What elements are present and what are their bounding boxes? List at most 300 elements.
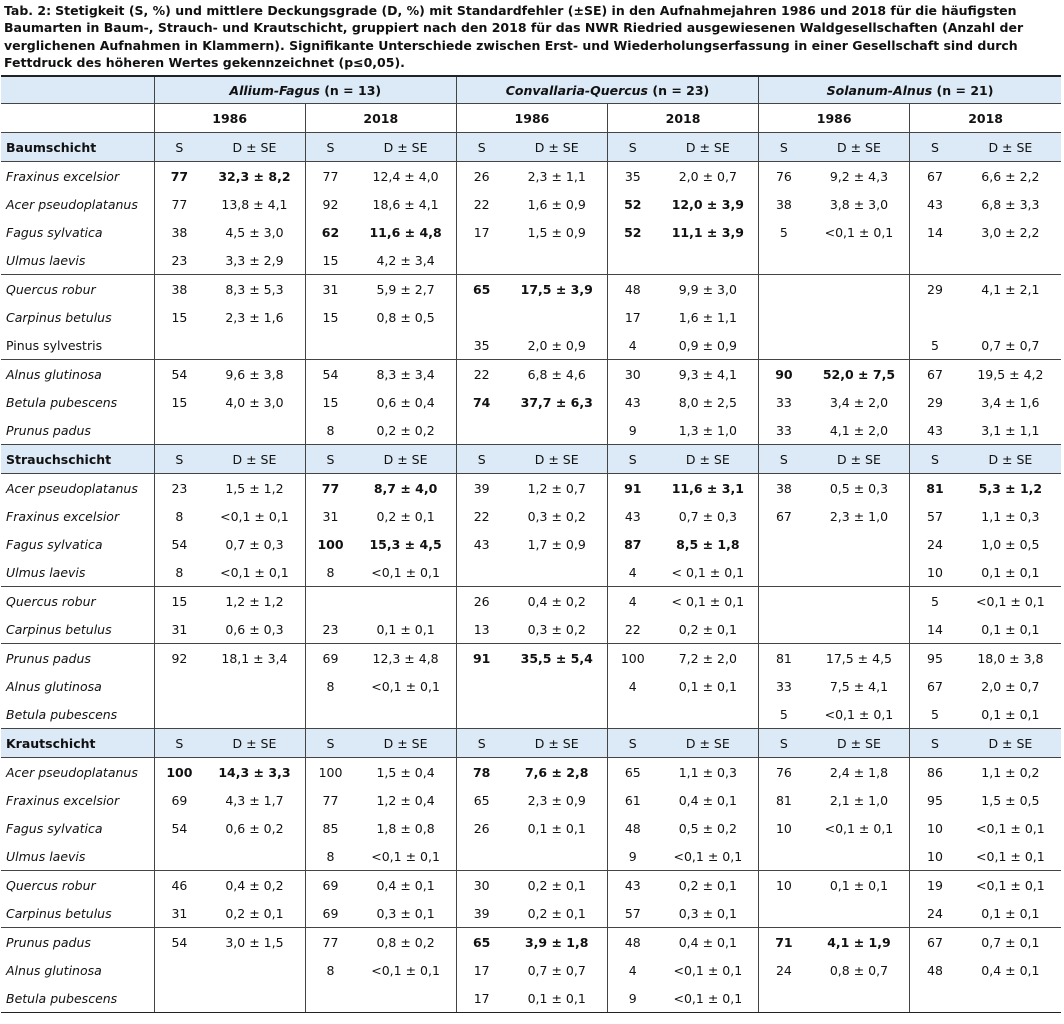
column-header-d-se: D ± SE: [506, 445, 607, 474]
cell-deckung: <0,1 ± 0,1: [220, 508, 289, 524]
column-header-d-se: D ± SE: [204, 445, 305, 474]
table-row: [1, 758, 1061, 787]
cell-deckung: [204, 984, 305, 1013]
cell-stetigkeit: 8: [305, 956, 355, 984]
cell-deckung: 0,7 ± 0,7: [981, 337, 1040, 353]
species-name: Fraxinus excelsior: [6, 792, 120, 808]
column-header-s: S: [154, 133, 204, 162]
cell-stetigkeit: 4: [608, 956, 658, 984]
cell-deckung: 0,1 ± 0,1: [809, 871, 910, 900]
cell-stetigkeit: 38: [759, 474, 809, 503]
cell-deckung: 7,5 ± 4,1: [829, 678, 889, 694]
column-header-d-se: D ± SE: [809, 729, 910, 758]
cell-deckung: 11,1 ± 3,9: [671, 224, 744, 240]
cell-deckung: 0,3 ± 0,2: [527, 621, 586, 637]
cell-deckung: [960, 984, 1061, 1013]
cell-stetigkeit: 33: [759, 672, 809, 700]
cell-deckung: [204, 842, 305, 871]
cell-stetigkeit: [456, 303, 506, 331]
cell-deckung: 0,2 ± 0,1: [506, 871, 607, 900]
column-header-d-se: D ± SE: [355, 133, 456, 162]
cell-stetigkeit: [759, 615, 809, 644]
species-name: Prunus padus: [6, 422, 91, 438]
species-name: Carpinus betulus: [6, 309, 112, 325]
table-row: [1, 672, 1061, 700]
cell-deckung: 3,1 ± 1,1: [981, 422, 1040, 438]
cell-stetigkeit: 100: [608, 644, 658, 673]
cell-deckung: 15,3 ± 4,5: [369, 536, 442, 552]
cell-deckung: 0,1 ± 0,1: [981, 564, 1040, 580]
cell-deckung: 2,4 ± 1,8: [829, 764, 889, 780]
table-row: [1, 842, 1061, 871]
cell-stetigkeit: 92: [154, 644, 204, 673]
cell-stetigkeit: 95: [910, 786, 960, 814]
cell-stetigkeit: 38: [759, 190, 809, 218]
cell-stetigkeit: 17: [456, 218, 506, 246]
cell-deckung: 6,6 ± 2,2: [981, 168, 1040, 184]
cell-deckung: 9,2 ± 4,3: [829, 168, 889, 184]
cell-stetigkeit: 15: [305, 303, 355, 331]
table-body: [1, 133, 1061, 1013]
species-name: Fagus sylvatica: [6, 224, 103, 240]
cell-deckung: [960, 303, 1061, 331]
cell-deckung: 0,1 ± 0,1: [981, 905, 1040, 921]
table-row: [1, 530, 1061, 558]
year-header: 1986: [456, 104, 607, 133]
cell-stetigkeit: [456, 700, 506, 729]
cell-stetigkeit: 43: [910, 190, 960, 218]
table-row: [1, 388, 1061, 416]
species-name: Ulmus laevis: [6, 848, 86, 864]
cell-stetigkeit: 8: [305, 672, 355, 700]
cell-deckung: 1,8 ± 0,8: [376, 820, 435, 836]
cell-deckung: 0,8 ± 0,7: [829, 962, 889, 978]
cell-deckung: 2,3 ± 0,9: [527, 792, 586, 808]
cell-stetigkeit: 67: [759, 502, 809, 530]
cell-stetigkeit: 29: [910, 388, 960, 416]
cell-stetigkeit: 39: [456, 899, 506, 928]
caption-label: Tab. 2:: [4, 3, 52, 18]
cell-deckung: 0,4 ± 0,1: [658, 928, 759, 957]
cell-deckung: <0,1 ± 0,1: [976, 848, 1045, 864]
cell-stetigkeit: 31: [154, 615, 204, 644]
cell-deckung: 13,8 ± 4,1: [221, 196, 288, 212]
corner-cell: [1, 76, 154, 104]
cell-stetigkeit: [305, 331, 355, 360]
cell-deckung: 0,4 ± 0,1: [678, 792, 737, 808]
cell-deckung: 2,0 ± 0,7: [678, 168, 737, 184]
cell-stetigkeit: 78: [456, 758, 506, 787]
table-row: [1, 928, 1061, 957]
cell-deckung: 11,6 ± 3,1: [671, 480, 744, 496]
cell-deckung: 0,4 ± 0,2: [204, 871, 305, 900]
year-header-row: [1, 104, 1061, 133]
species-name: Pinus sylvestris: [6, 337, 103, 353]
cell-stetigkeit: 54: [154, 360, 204, 389]
cell-deckung: [355, 587, 456, 616]
cell-stetigkeit: 23: [305, 615, 355, 644]
column-header-d-se: D ± SE: [506, 729, 607, 758]
cell-stetigkeit: 24: [759, 956, 809, 984]
column-header-d-se: D ± SE: [960, 133, 1061, 162]
column-header-d-se: D ± SE: [355, 445, 456, 474]
cell-deckung: 0,3 ± 0,2: [527, 508, 586, 524]
cell-stetigkeit: 5: [759, 218, 809, 246]
column-header-s: S: [910, 729, 960, 758]
cell-deckung: [809, 587, 910, 616]
cell-deckung: 17,5 ± 4,5: [809, 644, 910, 673]
data-table: [1, 75, 1061, 1013]
cell-deckung: 1,1 ± 0,2: [981, 764, 1040, 780]
species-name: Ulmus laevis: [6, 564, 86, 580]
cell-deckung: 52,0 ± 7,5: [809, 360, 910, 389]
cell-stetigkeit: 90: [759, 360, 809, 389]
column-header-d-se: D ± SE: [658, 133, 759, 162]
cell-stetigkeit: [154, 984, 204, 1013]
cell-stetigkeit: 8: [154, 502, 204, 530]
table-row: [1, 246, 1061, 275]
cell-deckung: <0,1 ± 0,1: [658, 984, 759, 1013]
cell-deckung: 0,1 ± 0,1: [527, 820, 586, 836]
cell-stetigkeit: 31: [305, 275, 355, 304]
cell-stetigkeit: [759, 899, 809, 928]
cell-deckung: 0,8 ± 0,2: [355, 928, 456, 957]
cell-stetigkeit: 35: [608, 162, 658, 191]
species-name: Betula pubescens: [6, 706, 118, 722]
cell-deckung: [204, 331, 305, 360]
cell-stetigkeit: 77: [305, 786, 355, 814]
cell-deckung: < 0,1 ± 0,1: [671, 564, 745, 580]
cell-deckung: <0,1 ± 0,1: [673, 848, 743, 864]
cell-deckung: [809, 275, 910, 304]
species-name: Betula pubescens: [6, 394, 118, 410]
cell-deckung: 9,6 ± 3,8: [204, 360, 305, 389]
group-header-allium-fagus: Allium-Fagus (n = 13): [154, 76, 456, 104]
cell-deckung: 17,5 ± 3,9: [506, 275, 607, 304]
cell-deckung: 8,0 ± 2,5: [678, 394, 737, 410]
cell-stetigkeit: 65: [456, 275, 506, 304]
cell-stetigkeit: 17: [608, 303, 658, 331]
cell-deckung: 2,0 ± 0,9: [527, 337, 586, 353]
cell-deckung: 0,7 ± 0,7: [527, 962, 586, 978]
cell-stetigkeit: 15: [154, 303, 204, 331]
year-header: 2018: [608, 104, 759, 133]
cell-deckung: 0,7 ± 0,3: [678, 508, 737, 524]
cell-deckung: 2,3 ± 1,1: [527, 168, 586, 184]
cell-deckung: 1,5 ± 0,4: [376, 764, 435, 780]
cell-deckung: 2,0 ± 0,7: [981, 678, 1040, 694]
cell-stetigkeit: [305, 587, 355, 616]
cell-deckung: <0,1 ± 0,1: [960, 587, 1061, 616]
cell-deckung: [506, 246, 607, 275]
cell-deckung: [809, 303, 910, 331]
species-name: Betula pubescens: [1, 984, 154, 1013]
cell-deckung: 4,2 ± 3,4: [376, 252, 435, 268]
cell-stetigkeit: 23: [154, 246, 204, 275]
cell-deckung: 0,3 ± 0,1: [376, 905, 435, 921]
cell-deckung: [809, 842, 910, 871]
group-header-row: [1, 76, 1061, 104]
cell-deckung: <0,1 ± 0,1: [976, 820, 1045, 836]
table-row: [1, 474, 1061, 503]
column-header-s: S: [608, 445, 658, 474]
cell-deckung: 3,4 ± 2,0: [829, 394, 889, 410]
section-header-row: [1, 133, 1061, 162]
table-row: [1, 984, 1061, 1013]
cell-stetigkeit: 30: [608, 360, 658, 389]
cell-deckung: [355, 984, 456, 1013]
cell-stetigkeit: 46: [154, 871, 204, 900]
cell-deckung: [809, 984, 910, 1013]
section-header-row: [1, 729, 1061, 758]
table-row: [1, 162, 1061, 191]
cell-stetigkeit: 24: [910, 530, 960, 558]
species-name: Acer pseudoplatanus: [6, 764, 138, 780]
cell-stetigkeit: 81: [910, 474, 960, 503]
cell-deckung: 0,4 ± 0,1: [355, 871, 456, 900]
cell-deckung: 2,3 ± 1,6: [225, 309, 284, 325]
cell-deckung: 6,8 ± 4,6: [506, 360, 607, 389]
cell-stetigkeit: 8: [305, 842, 355, 871]
cell-deckung: <0,1 ± 0,1: [371, 848, 440, 864]
cell-stetigkeit: [759, 303, 809, 331]
section-title: Krautschicht: [1, 729, 154, 758]
cell-deckung: 0,7 ± 0,3: [225, 536, 284, 552]
cell-deckung: 0,2 ± 0,1: [658, 871, 759, 900]
table-row: [1, 899, 1061, 928]
species-name: Acer pseudoplatanus: [6, 196, 138, 212]
cell-stetigkeit: 15: [305, 388, 355, 416]
cell-deckung: 0,1 ± 0,1: [981, 621, 1040, 637]
cell-deckung: 19,5 ± 4,2: [960, 360, 1061, 389]
cell-deckung: 0,2 ± 0,1: [678, 621, 737, 637]
cell-stetigkeit: 48: [910, 956, 960, 984]
table-row: [1, 190, 1061, 218]
cell-deckung: 1,2 ± 0,4: [376, 792, 435, 808]
column-header-s: S: [910, 445, 960, 474]
cell-stetigkeit: [456, 246, 506, 275]
table-row: [1, 587, 1061, 616]
column-header-d-se: D ± SE: [204, 729, 305, 758]
cell-deckung: 12,3 ± 4,8: [355, 644, 456, 673]
column-header-s: S: [154, 729, 204, 758]
cell-stetigkeit: [759, 842, 809, 871]
cell-deckung: <0,1 ± 0,1: [371, 564, 440, 580]
cell-deckung: 7,6 ± 2,8: [524, 764, 589, 780]
cell-stetigkeit: 5: [910, 331, 960, 360]
cell-deckung: [809, 246, 910, 275]
cell-deckung: 5,3 ± 1,2: [978, 480, 1043, 496]
cell-deckung: 3,9 ± 1,8: [506, 928, 607, 957]
cell-deckung: [809, 899, 910, 928]
cell-deckung: [658, 246, 759, 275]
cell-stetigkeit: [305, 700, 355, 729]
cell-deckung: [355, 331, 456, 360]
column-header-d-se: D ± SE: [658, 729, 759, 758]
cell-stetigkeit: 24: [910, 899, 960, 928]
cell-deckung: <0,1 ± 0,1: [220, 564, 289, 580]
cell-stetigkeit: 43: [608, 388, 658, 416]
cell-deckung: 1,1 ± 0,3: [981, 508, 1040, 524]
cell-deckung: < 0,1 ± 0,1: [658, 587, 759, 616]
cell-stetigkeit: 15: [305, 246, 355, 275]
cell-stetigkeit: 52: [608, 190, 658, 218]
cell-stetigkeit: 17: [456, 984, 506, 1013]
cell-deckung: 4,5 ± 3,0: [225, 224, 284, 240]
cell-stetigkeit: 26: [456, 587, 506, 616]
cell-deckung: [506, 303, 607, 331]
cell-stetigkeit: 19: [910, 871, 960, 900]
cell-stetigkeit: 4: [608, 558, 658, 587]
species-name: Fraxinus excelsior: [6, 508, 120, 524]
cell-deckung: <0,1 ± 0,1: [960, 871, 1061, 900]
column-header-d-se: D ± SE: [960, 729, 1061, 758]
column-header-s: S: [456, 133, 506, 162]
cell-stetigkeit: 77: [154, 162, 204, 191]
cell-stetigkeit: 54: [154, 530, 204, 558]
cell-stetigkeit: 35: [456, 331, 506, 360]
cell-stetigkeit: [608, 246, 658, 275]
cell-stetigkeit: 69: [305, 899, 355, 928]
cell-stetigkeit: 39: [456, 474, 506, 503]
species-name: Carpinus betulus: [6, 621, 112, 637]
table-row: [1, 303, 1061, 331]
cell-stetigkeit: 22: [456, 502, 506, 530]
cell-deckung: 7,2 ± 2,0: [658, 644, 759, 673]
cell-stetigkeit: [456, 416, 506, 445]
cell-deckung: 8,3 ± 5,3: [204, 275, 305, 304]
cell-stetigkeit: 85: [305, 814, 355, 842]
cell-stetigkeit: 10: [759, 871, 809, 900]
cell-stetigkeit: 54: [305, 360, 355, 389]
cell-deckung: 35,5 ± 5,4: [506, 644, 607, 673]
cell-stetigkeit: 91: [456, 644, 506, 673]
cell-stetigkeit: 9: [608, 984, 658, 1013]
cell-deckung: 1,6 ± 0,9: [527, 196, 586, 212]
cell-stetigkeit: 10: [910, 842, 960, 871]
cell-stetigkeit: 74: [456, 388, 506, 416]
cell-stetigkeit: 8: [305, 558, 355, 587]
cell-deckung: 2,3 ± 1,0: [829, 508, 889, 524]
year-header: 2018: [305, 104, 456, 133]
cell-deckung: 5,9 ± 2,7: [355, 275, 456, 304]
cell-deckung: 1,1 ± 0,3: [678, 764, 737, 780]
cell-stetigkeit: 100: [305, 758, 355, 787]
cell-stetigkeit: [910, 303, 960, 331]
cell-deckung: [809, 615, 910, 644]
cell-deckung: [355, 700, 456, 729]
cell-deckung: 0,6 ± 0,3: [225, 621, 284, 637]
table-row: [1, 615, 1061, 644]
cell-deckung: 4,0 ± 3,0: [225, 394, 284, 410]
cell-stetigkeit: 4: [608, 331, 658, 360]
table-row: [1, 275, 1061, 304]
cell-stetigkeit: 61: [608, 786, 658, 814]
cell-stetigkeit: 69: [154, 786, 204, 814]
species-name: Alnus glutinosa: [6, 962, 102, 978]
cell-deckung: [204, 956, 305, 984]
cell-deckung: 18,6 ± 4,1: [372, 196, 439, 212]
cell-stetigkeit: 67: [910, 672, 960, 700]
cell-stetigkeit: 48: [608, 275, 658, 304]
cell-stetigkeit: 22: [456, 360, 506, 389]
cell-stetigkeit: 65: [456, 786, 506, 814]
cell-deckung: <0,1 ± 0,1: [824, 706, 894, 722]
cell-stetigkeit: 26: [456, 814, 506, 842]
cell-stetigkeit: 48: [608, 928, 658, 957]
cell-deckung: [506, 700, 607, 729]
cell-stetigkeit: 4: [608, 672, 658, 700]
cell-deckung: 0,4 ± 0,1: [981, 962, 1040, 978]
cell-stetigkeit: 65: [456, 928, 506, 957]
cell-deckung: [658, 700, 759, 729]
cell-stetigkeit: [154, 700, 204, 729]
species-name: Acer pseudoplatanus: [6, 480, 138, 496]
cell-deckung: [809, 530, 910, 558]
cell-stetigkeit: 67: [910, 928, 960, 957]
cell-deckung: 37,7 ± 6,3: [520, 394, 593, 410]
cell-deckung: 0,2 ± 0,1: [376, 508, 435, 524]
cell-stetigkeit: 17: [456, 956, 506, 984]
table-row: [1, 360, 1061, 389]
cell-deckung: 1,6 ± 1,1: [678, 309, 737, 325]
cell-deckung: <0,1 ± 0,1: [673, 962, 743, 978]
table-row: [1, 416, 1061, 445]
cell-deckung: [506, 672, 607, 700]
species-name: Ulmus laevis: [6, 252, 86, 268]
cell-deckung: 1,2 ± 1,2: [204, 587, 305, 616]
cell-deckung: 0,2 ± 0,1: [527, 905, 586, 921]
cell-stetigkeit: 38: [154, 218, 204, 246]
cell-deckung: 14,3 ± 3,3: [218, 764, 291, 780]
table-caption: [0, 0, 1062, 71]
cell-stetigkeit: 62: [305, 218, 355, 246]
cell-stetigkeit: 76: [759, 758, 809, 787]
cell-deckung: 11,6 ± 4,8: [369, 224, 442, 240]
cell-stetigkeit: [759, 558, 809, 587]
cell-stetigkeit: [456, 558, 506, 587]
cell-stetigkeit: 9: [608, 842, 658, 871]
cell-stetigkeit: 43: [910, 416, 960, 445]
species-name: Quercus robur: [1, 871, 154, 900]
cell-deckung: 1,7 ± 0,9: [527, 536, 586, 552]
cell-stetigkeit: 76: [759, 162, 809, 191]
cell-deckung: 0,6 ± 0,4: [376, 394, 435, 410]
column-header-s: S: [608, 729, 658, 758]
section-title: Strauchschicht: [1, 445, 154, 474]
table-row: [1, 814, 1061, 842]
column-header-s: S: [910, 133, 960, 162]
cell-deckung: [506, 416, 607, 445]
cell-stetigkeit: 52: [608, 218, 658, 246]
year-header: 1986: [759, 104, 910, 133]
cell-stetigkeit: [759, 246, 809, 275]
year-header: 1986: [154, 104, 305, 133]
cell-deckung: [960, 246, 1061, 275]
cell-stetigkeit: 14: [910, 615, 960, 644]
section-header-row: [1, 445, 1061, 474]
cell-deckung: 4,1 ± 2,1: [960, 275, 1061, 304]
cell-stetigkeit: 67: [910, 162, 960, 191]
cell-deckung: 0,4 ± 0,2: [506, 587, 607, 616]
table-row: [1, 700, 1061, 729]
cell-stetigkeit: 31: [154, 899, 204, 928]
cell-stetigkeit: 100: [305, 530, 355, 558]
cell-deckung: 3,0 ± 2,2: [981, 224, 1040, 240]
column-header-s: S: [456, 729, 506, 758]
cell-stetigkeit: 8: [154, 558, 204, 587]
cell-stetigkeit: 14: [910, 218, 960, 246]
